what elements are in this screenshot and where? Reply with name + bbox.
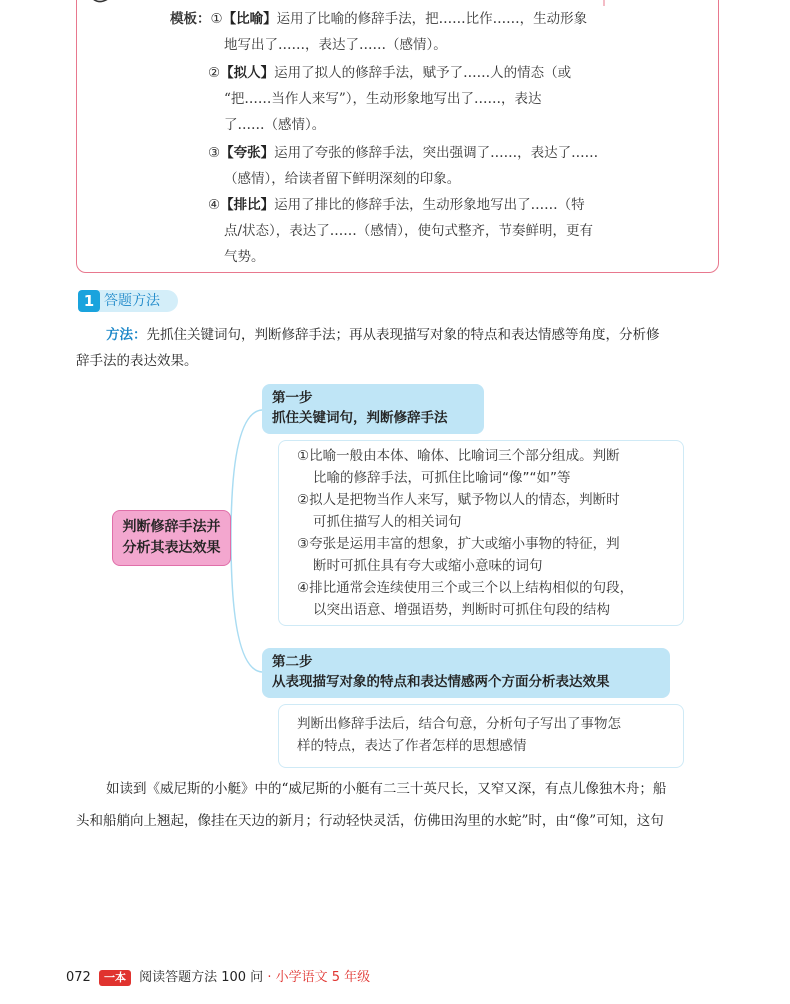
template-item-3-line-2: （感情），给读者留下鲜明深刻的印象。 — [224, 171, 461, 187]
step-1-line-8: 以突出语意、增强语势，判断时可抓住句段的结构 — [313, 602, 610, 618]
template-item-2-line-1: ②【拟人】运用了拟人的修辞手法，赋予了……人的情态（或 — [208, 65, 572, 81]
decorative-pin-icon — [598, 0, 610, 10]
template-item-2-line-2: “把……当作人来写”），生动形象地写出了……，表达 — [224, 91, 542, 107]
step-2-content-box — [278, 704, 684, 768]
step-1-title: 第一步 — [272, 390, 313, 406]
center-node-line-1: 判断修辞手法并 — [122, 519, 221, 535]
section-title: 答题方法 — [104, 293, 160, 309]
step-1-content-box — [278, 440, 684, 626]
step-1-line-6: 断时可抓住具有夸大或缩小意味的词句 — [313, 558, 543, 574]
template-item-3-line-1: ③【夸张】运用了夸张的修辞手法，突出强调了……，表达了…… — [208, 145, 599, 161]
step-1-line-2: 比喻的修辞手法，可抓住比喻词“像”“如”等 — [313, 470, 571, 486]
page-number: 072 — [66, 970, 91, 985]
step-2-subtitle: 从表现描写对象的特点和表达情感两个方面分析表达效果 — [272, 674, 610, 690]
step-2-line-2: 样的特点，表达了作者怎样的思想感情 — [297, 738, 527, 754]
page-footer — [66, 968, 370, 988]
step-1-line-4: 可抓住描写人的相关词句 — [313, 514, 462, 530]
step-2-title: 第二步 — [272, 654, 313, 670]
publisher-logo: 一本 — [99, 970, 131, 986]
template-item-4-line-1: ④【排比】运用了排比的修辞手法，生动形象地写出了……（特 — [208, 197, 585, 213]
template-item-4-line-2: 点/状态），表达了……（感情），使句式整齐，节奏鲜明，更有 — [224, 223, 594, 239]
mindmap-center-node — [112, 510, 231, 566]
book-grade: · 小学语文 5 年级 — [267, 970, 371, 985]
example-paragraph-line-1: 如读到《威尼斯的小艇》中的“威尼斯的小艇有二三十英尺长，又窄又深，有点儿像独木舟；船 — [106, 781, 667, 797]
step-1-line-3: ②拟人是把物当作人来写，赋予物以人的情态，判断时 — [297, 492, 620, 508]
step-1-box — [262, 384, 484, 434]
template-item-1-line-2: 地写出了……，表达了……（感情）。 — [224, 37, 447, 53]
step-1-line-1: ①比喻一般由本体、喻体、比喻词三个部分组成。判断 — [297, 448, 620, 464]
method-paragraph-line-2: 辞手法的表达效果。 — [76, 353, 198, 369]
step-1-line-5: ③夸张是运用丰富的想象，扩大或缩小事物的特征，判 — [297, 536, 620, 552]
step-2-box — [262, 648, 670, 698]
example-paragraph-line-2: 头和船艄向上翘起，像挂在天边的新月；行动轻快灵活，仿佛田沟里的水蛇”时，由“像”可知，这句 — [76, 813, 664, 829]
decorative-curl-icon — [90, 0, 130, 8]
template-item-4-line-3: 气势。 — [224, 249, 265, 265]
template-item-2-line-3: 了……（感情）。 — [224, 117, 326, 133]
step-1-subtitle: 抓住关键词句，判断修辞手法 — [272, 410, 448, 426]
step-2-line-1: 判断出修辞手法后，结合句意，分析句子写出了事物怎 — [297, 716, 621, 732]
method-paragraph-line-1: 方法：先抓住关键词句，判断修辞手法；再从表现描写对象的特点和表达情感等角度，分析修 — [106, 327, 660, 343]
section-number-badge: 1 — [78, 290, 100, 312]
template-item-1-line-1: 模板：①【比喻】运用了比喻的修辞手法，把……比作……，生动形象 — [170, 11, 588, 27]
step-1-line-7: ④排比通常会连续使用三个或三个以上结构相似的句段， — [297, 580, 634, 596]
center-node-line-2: 分析其表达效果 — [122, 540, 221, 556]
book-title: 阅读答题方法 100 问 — [139, 970, 264, 985]
